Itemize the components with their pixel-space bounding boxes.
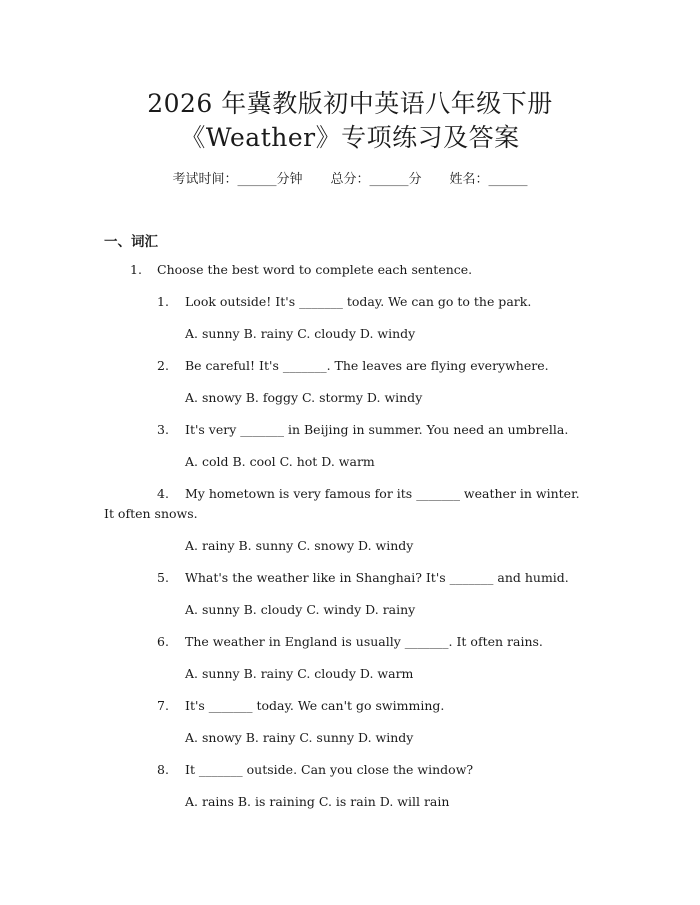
question-text: My hometown is very famous for its _______ weather in winter. <box>185 486 580 501</box>
instruction-text: Choose the best word to complete each sentence. <box>157 262 473 277</box>
question-options: A. rains B. is raining C. is rain D. will rain <box>185 794 450 809</box>
question-text: The weather in England is usually _______. It often rains. <box>185 634 543 649</box>
question-options: A. sunny B. rainy C. cloudy D. windy <box>185 326 416 341</box>
question-number: 7. <box>157 698 169 713</box>
question-number: 1. <box>157 294 169 309</box>
question-text: Look outside! It's _______ today. We can go to the park. <box>185 294 532 309</box>
exam-time: 考试时间：______分钟 <box>172 172 303 187</box>
question-number: 6. <box>157 634 169 649</box>
section-heading: 一、词汇 <box>104 234 158 250</box>
instruction-number: 1. <box>130 262 142 277</box>
page-title-line-1: 2026 年冀教版初中英语八年级下册 <box>147 89 553 118</box>
question-text: It _______ outside. Can you close the window? <box>185 762 474 777</box>
question-options: A. rainy B. sunny C. snowy D. windy <box>185 538 414 553</box>
question-text-continued: It often snows. <box>104 506 198 521</box>
question-options: A. cold B. cool C. hot D. warm <box>185 454 375 469</box>
question-number: 4. <box>157 486 169 501</box>
question-number: 2. <box>157 358 169 373</box>
question-text: What's the weather like in Shanghai? It's _______ and humid. <box>185 570 569 585</box>
page-title-line-2: 《Weather》专项练习及答案 <box>180 123 520 152</box>
question-text: It's very _______ in Beijing in summer. You need an umbrella. <box>185 422 569 437</box>
question-options: A. snowy B. foggy C. stormy D. windy <box>185 390 423 405</box>
question-number: 5. <box>157 570 169 585</box>
question-options: A. snowy B. rainy C. sunny D. windy <box>185 730 414 745</box>
question-options: A. sunny B. rainy C. cloudy D. warm <box>185 666 414 681</box>
question-text: Be careful! It's _______. The leaves are flying everywhere. <box>185 358 549 373</box>
question-options: A. sunny B. cloudy C. windy D. rainy <box>185 602 416 617</box>
question-number: 3. <box>157 422 169 437</box>
question-text: It's _______ today. We can't go swimming. <box>185 698 445 713</box>
total-score: 总分：______分 <box>330 172 422 187</box>
student-name: 姓名：______ <box>449 172 528 187</box>
exam-info <box>0 168 700 187</box>
question-number: 8. <box>157 762 169 777</box>
